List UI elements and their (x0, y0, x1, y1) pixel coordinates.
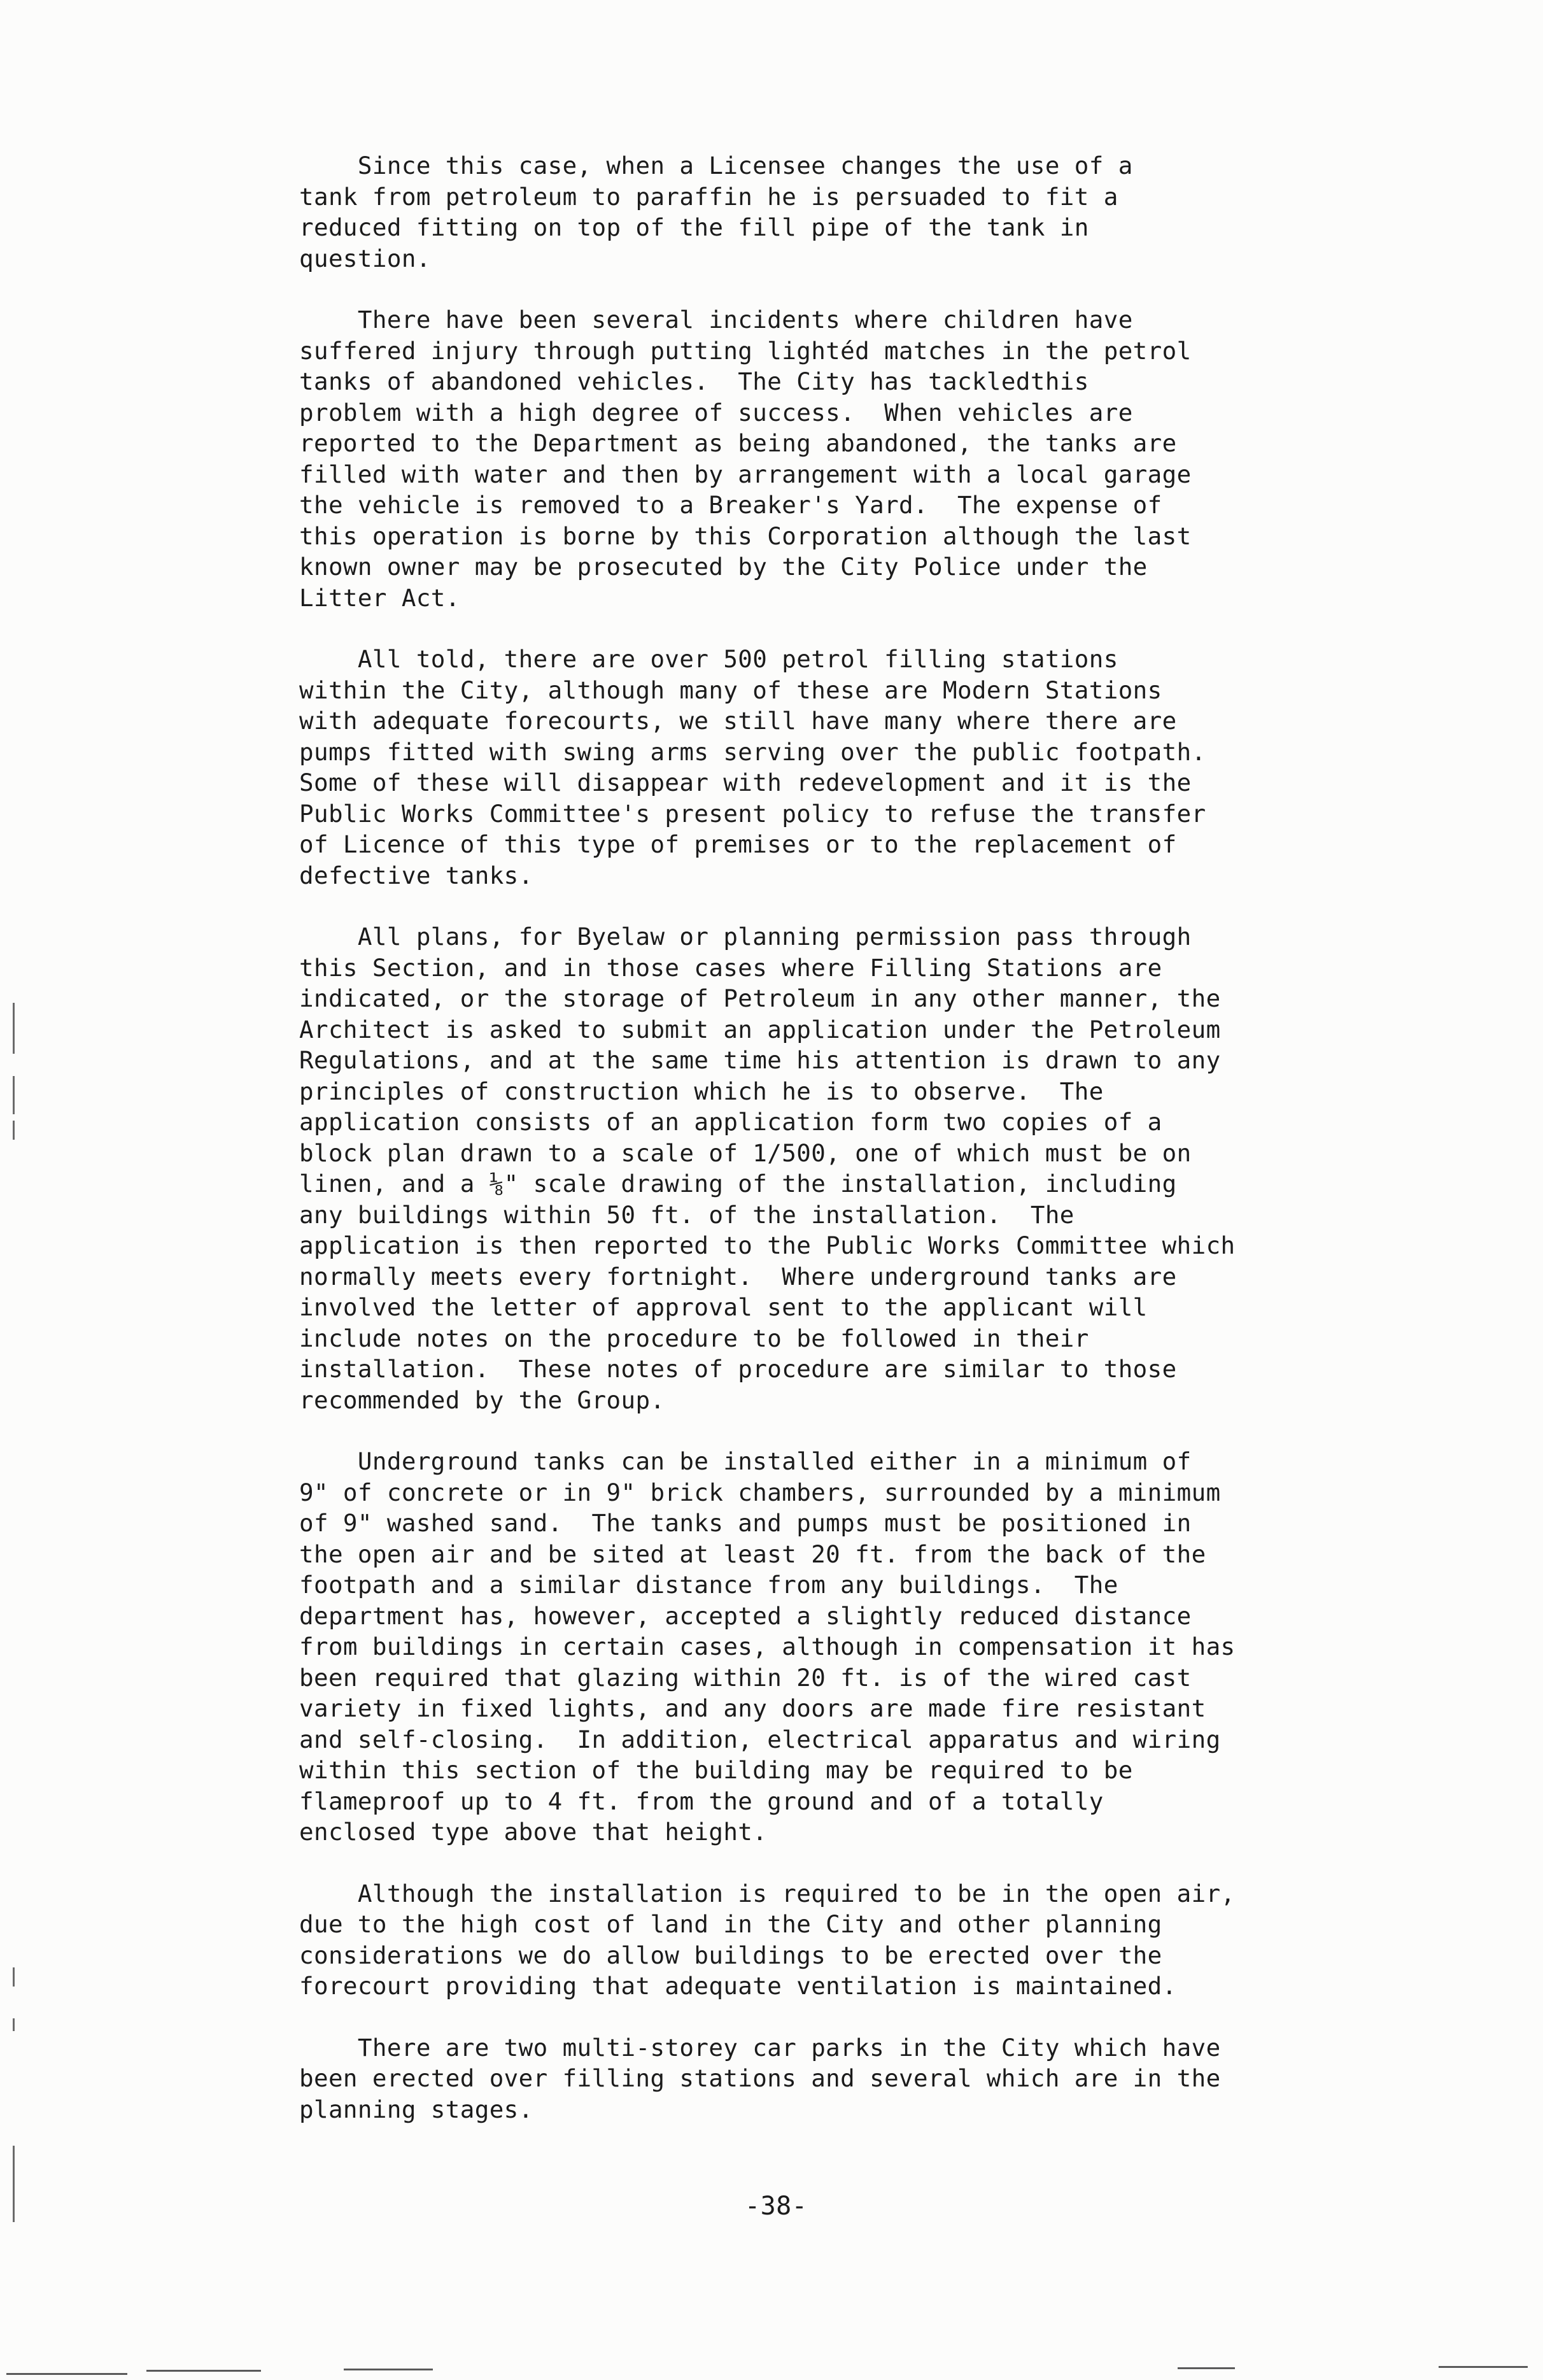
text-line: reported to the Department as being abandoned, the tanks are (299, 429, 1177, 457)
text-line: reduced fitting on top of the fill pipe of the tank in (299, 213, 1089, 241)
text-line: of Licence of this type of premises or to the replacement of (299, 830, 1177, 858)
text-line: from buildings in certain cases, although in compensation it has (299, 1633, 1236, 1661)
text-line: application consists of an application form two copies of a (299, 1108, 1162, 1136)
text-line: indicated, or the storage of Petroleum in any other manner, the (299, 984, 1221, 1012)
text-line: Public Works Committee's present policy to refuse the transfer (299, 799, 1206, 828)
text-line: Some of these will disappear with redevelopment and it is the (299, 769, 1192, 797)
text-line: within this section of the building may be required to be (299, 1756, 1133, 1784)
margin-mark (13, 1003, 15, 1054)
paragraph-2 (299, 304, 1394, 613)
text-line: application is then reported to the Public Works Committee which (299, 1231, 1236, 1259)
bottom-rule (146, 2370, 261, 2372)
text-line: tanks of abandoned vehicles. The City has tackledthis (299, 367, 1089, 395)
text-line: 9" of concrete or in 9" brick chambers, surrounded by a minimum (299, 1478, 1221, 1506)
text-line: considerations we do allow buildings to be erected over the (299, 1941, 1162, 1969)
paragraph-7 (299, 2032, 1394, 2125)
text-line: and self-closing. In addition, electrical apparatus and wiring (299, 1725, 1221, 1753)
text-line: Regulations, and at the same time his attention is drawn to any (299, 1046, 1221, 1074)
text-line: due to the high cost of land in the City and other planning (299, 1910, 1162, 1938)
text-line: There are two multi-storey car parks in the City which have (299, 2033, 1221, 2062)
text-line: recommended by the Group. (299, 1385, 665, 1414)
text-line: tank from petroleum to paraffin he is persuaded to fit a (299, 182, 1118, 211)
text-line: flameproof up to 4 ft. from the ground and of a totally (299, 1787, 1104, 1815)
text-line: principles of construction which he is to observe. The (299, 1077, 1104, 1105)
margin-mark (13, 1121, 15, 1140)
text-line: footpath and a similar distance from any buildings. The (299, 1571, 1118, 1599)
text-line: Architect is asked to submit an application under the Petroleum (299, 1015, 1221, 1044)
paragraph-4 (299, 921, 1394, 1415)
text-line: this Section, and in those cases where Filling Stations are (299, 953, 1162, 982)
paragraph-3 (299, 644, 1394, 891)
text-line: enclosed type above that height. (299, 1818, 768, 1846)
bottom-rule (1439, 2366, 1528, 2368)
text-line: problem with a high degree of success. When vehicles are (299, 398, 1133, 427)
text-line: been erected over filling stations and several which are in the (299, 2064, 1221, 2092)
text-line: any buildings within 50 ft. of the installation. The (299, 1200, 1074, 1229)
margin-mark (13, 2146, 15, 2222)
text-line: Underground tanks can be installed either in a minimum of (299, 1447, 1192, 1475)
text-line: defective tanks. (299, 861, 533, 889)
text-line: planning stages. (299, 2095, 533, 2123)
bottom-rule (344, 2369, 433, 2370)
text-line: with adequate forecourts, we still have many where there are (299, 707, 1177, 735)
text-line: Since this case, when a Licensee changes the use of a (299, 152, 1133, 180)
text-line: filled with water and then by arrangement with a local garage (299, 460, 1192, 488)
text-line: pumps fitted with swing arms serving over the public footpath. (299, 737, 1206, 766)
bottom-rule (6, 2373, 127, 2375)
text-line: this operation is borne by this Corporation although the last (299, 521, 1192, 550)
paragraph-5 (299, 1446, 1394, 1848)
margin-mark (13, 2018, 15, 2031)
margin-mark (13, 1967, 15, 1987)
paragraph-1 (299, 150, 1394, 274)
margin-mark (13, 1076, 15, 1114)
text-line: suffered injury through putting lightéd matches in the petrol (299, 336, 1192, 365)
text-line: the vehicle is removed to a Breaker's Yard. The expense of (299, 491, 1162, 519)
text-line: block plan drawn to a scale of 1/500, one of which must be on (299, 1138, 1192, 1167)
text-line: All plans, for Byelaw or planning permission pass through (299, 923, 1192, 951)
text-line: the open air and be sited at least 20 ft. from the back of the (299, 1540, 1206, 1568)
text-line: normally meets every fortnight. Where underground tanks are (299, 1262, 1177, 1291)
text-line: variety in fixed lights, and any doors are made fire resistant (299, 1694, 1206, 1722)
body-text (299, 150, 1394, 2155)
text-line: Although the installation is required to be in the open air, (299, 1879, 1236, 1908)
page-number: -38- (745, 2192, 808, 2221)
text-line: involved the letter of approval sent to the applicant will (299, 1293, 1148, 1321)
text-line: been required that glazing within 20 ft. is of the wired cast (299, 1663, 1192, 1692)
text-line: question. (299, 244, 431, 273)
text-line: of 9" washed sand. The tanks and pumps must be positioned in (299, 1509, 1192, 1537)
text-line: within the City, although many of these are Modern Stations (299, 676, 1162, 704)
text-line: linen, and a ⅛" scale drawing of the installation, including (299, 1170, 1177, 1198)
text-line: forecourt providing that adequate ventilation is maintained. (299, 1972, 1177, 2000)
bottom-rule (1178, 2367, 1235, 2369)
text-line: installation. These notes of procedure are similar to those (299, 1355, 1177, 1383)
text-line: All told, there are over 500 petrol filling stations (299, 645, 1118, 673)
text-line: department has, however, accepted a slightly reduced distance (299, 1601, 1192, 1630)
paragraph-6 (299, 1878, 1394, 2002)
text-line: Litter Act. (299, 583, 460, 612)
text-line: known owner may be prosecuted by the City Police under the (299, 553, 1148, 581)
text-line: There have been several incidents where children have (299, 306, 1133, 334)
text-line: include notes on the procedure to be followed in their (299, 1324, 1089, 1352)
